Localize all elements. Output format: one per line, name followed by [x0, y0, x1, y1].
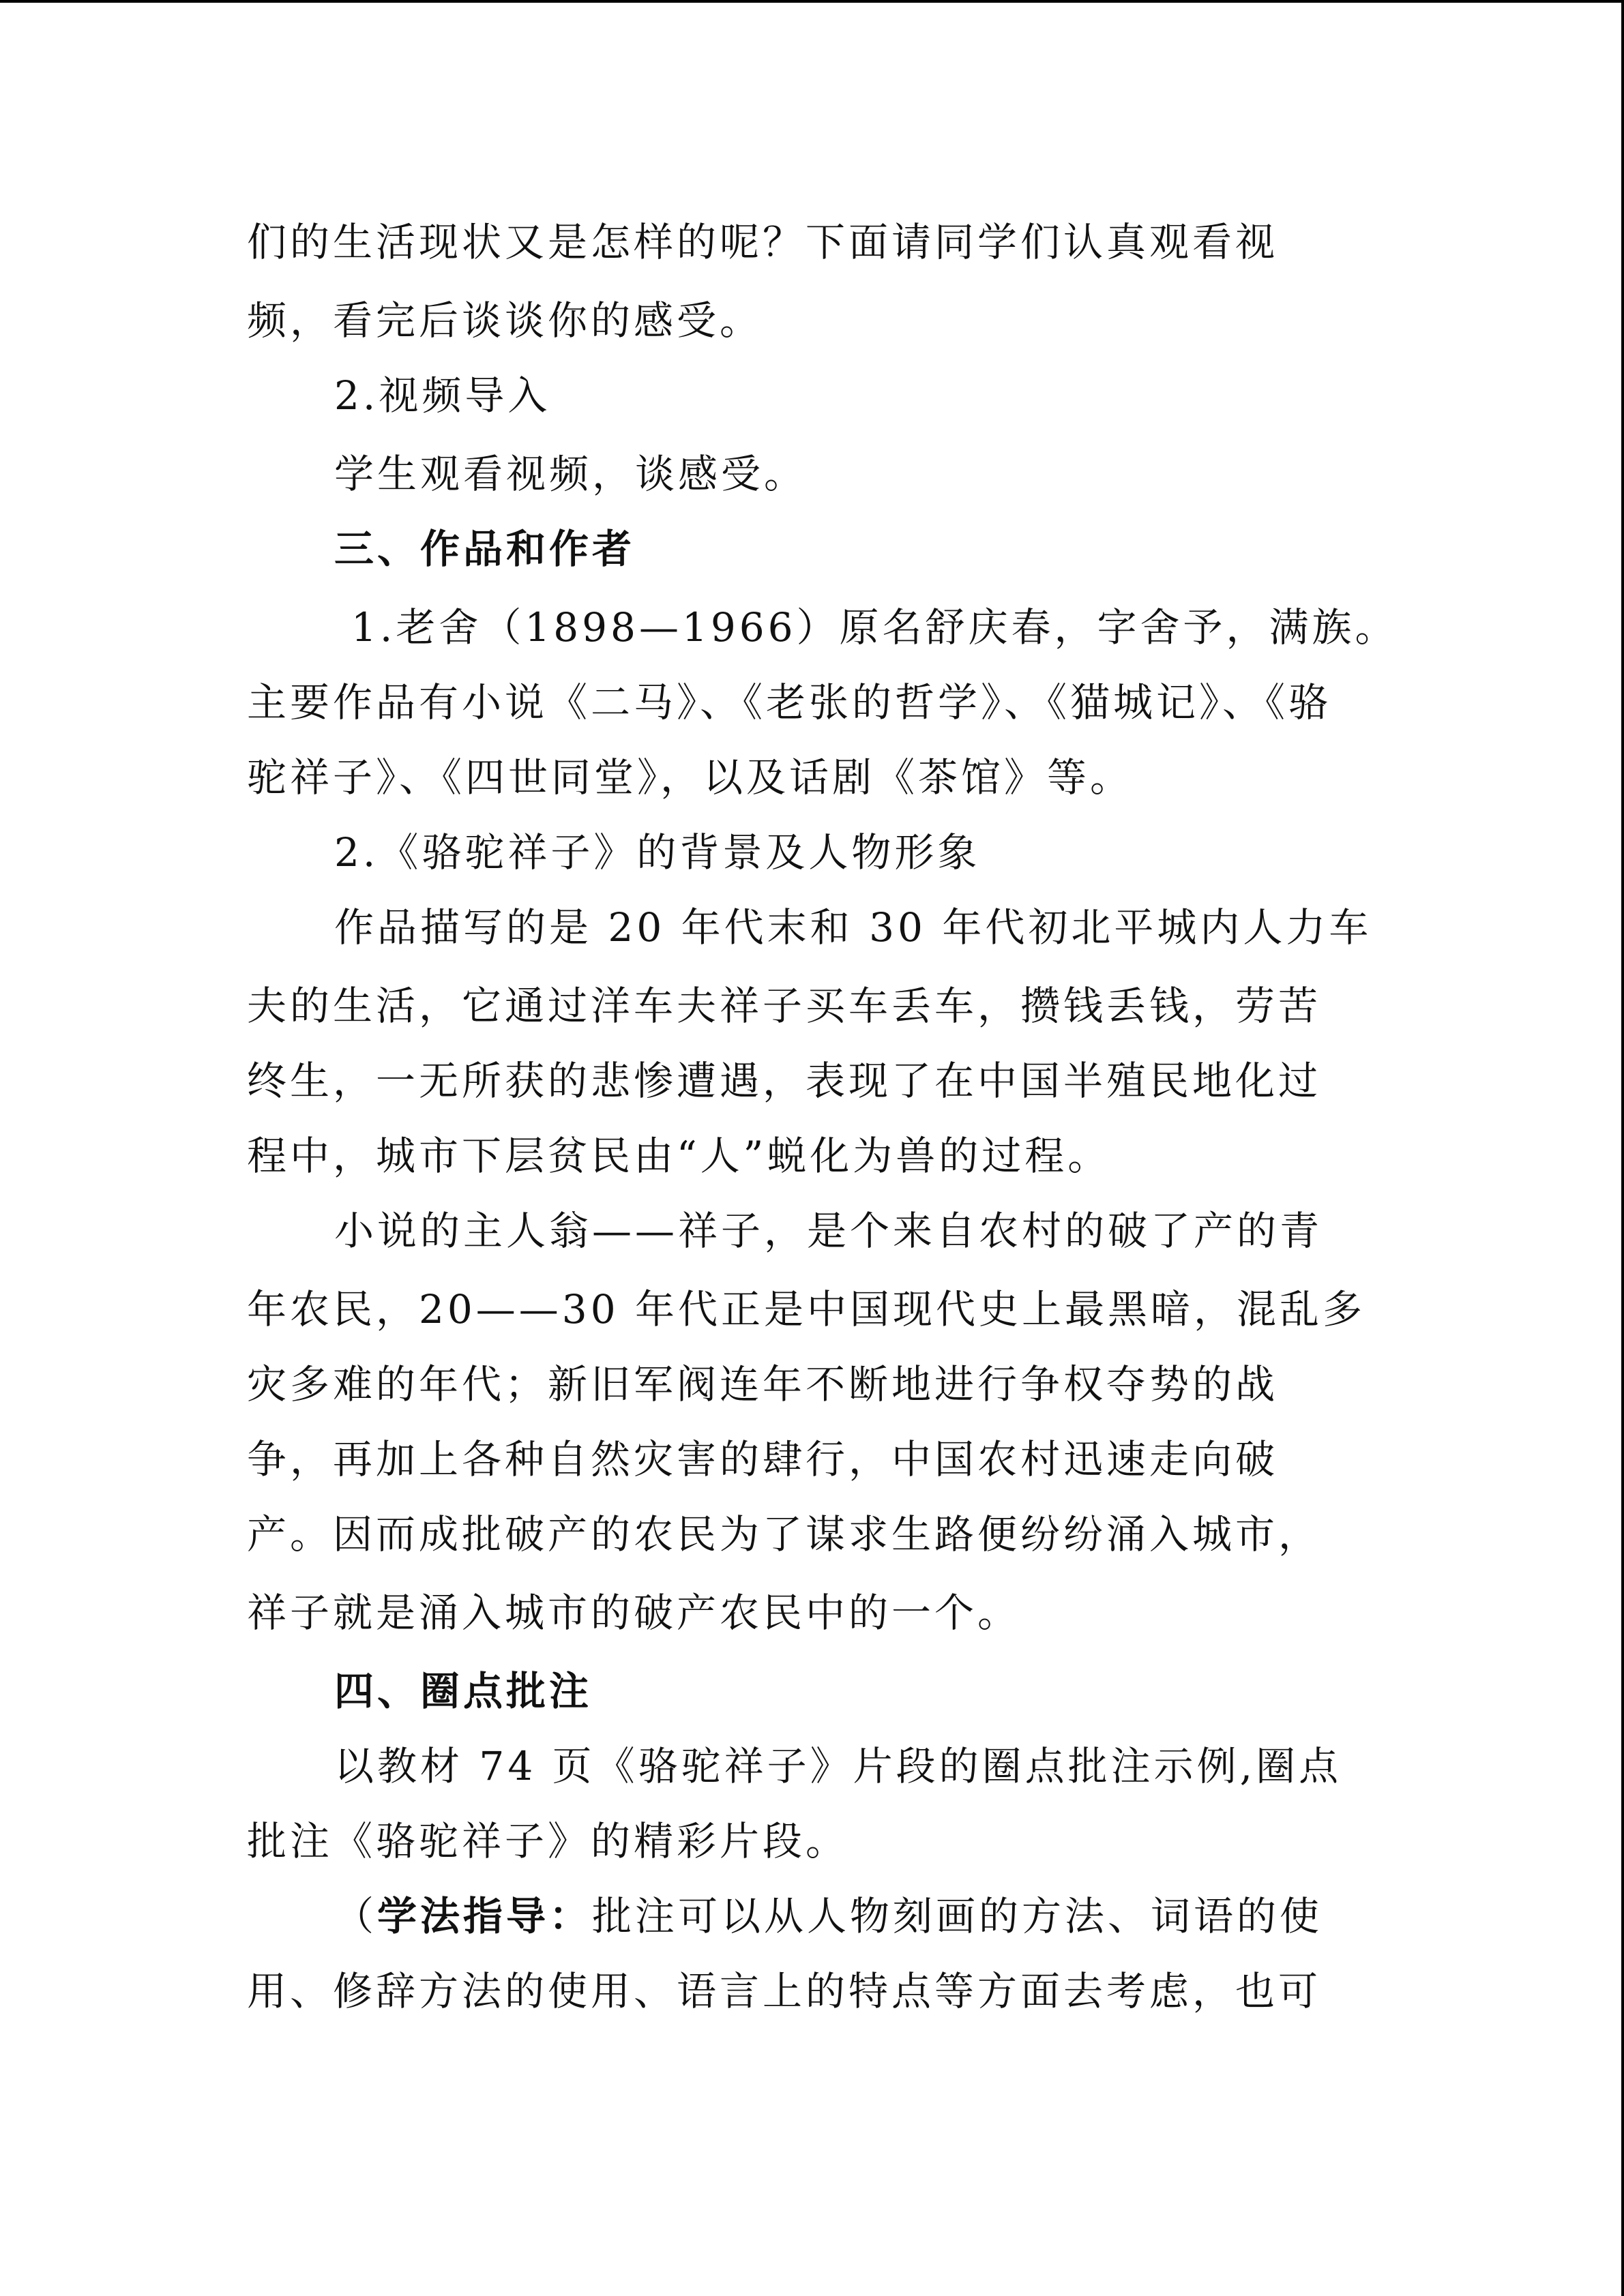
- paragraph-line: 产。因而成批破产的农民为了谋求生路便纷纷涌入城市，: [247, 1511, 1322, 1557]
- paragraph-line: 频，看完后谈谈你的感受。: [247, 297, 763, 344]
- paragraph-line: 驼祥子》、《四世同堂》，以及话剧《茶馆》等。: [247, 754, 1134, 801]
- paragraph-line: 灾多难的年代；新旧军阀连年不断地进行争权夺势的战: [247, 1361, 1279, 1407]
- paragraph-line: 夫的生活，它通过洋车夫祥子买车丢车，攒钱丢钱，劳苦: [247, 983, 1322, 1029]
- paragraph-line: 学生观看视频，谈感受。: [334, 451, 808, 497]
- paragraph-line: 终生，一无所获的悲惨遭遇，表现了在中国半殖民地化过: [247, 1058, 1322, 1104]
- paragraph-line: 批注《骆驼祥子》的精彩片段。: [247, 1818, 849, 1864]
- study-tip-text: 批注可以从人物刻画的方法、词语的使: [592, 1893, 1323, 1939]
- paragraph-line-study-tip: [334, 1889, 1323, 1943]
- paragraph-line: 程中，城市下层贫民由“人”蜕化为兽的过程。: [247, 1133, 1111, 1179]
- section-heading: 四、圈点批注: [334, 1668, 593, 1714]
- paragraph-line: 用、修辞方法的使用、语言上的特点等方面去考虑，也可: [247, 1968, 1322, 2014]
- paragraph-line: 1.老舍（1898—1966）原名舒庆春，字舍予，满族。: [351, 604, 1398, 651]
- paragraph-line: 2.视频导入: [334, 372, 551, 419]
- paragraph-line: 2.《骆驼祥子》的背景及人物形象: [334, 829, 981, 876]
- paragraph-line: 主要作品有小说《二马》、《老张的哲学》、《猫城记》、《骆: [247, 679, 1332, 726]
- open-paren: （: [334, 1893, 378, 1939]
- paragraph-line: 以教材 74 页《骆驼祥子》片段的圈点批注示例,圈点: [334, 1743, 1342, 1789]
- section-heading: 三、作品和作者: [334, 526, 636, 572]
- paragraph-line: 小说的主人翁——祥子，是个来自农村的破了产的青: [334, 1208, 1323, 1254]
- paragraph-line: 争，再加上各种自然灾害的肆行，中国农村迅速走向破: [247, 1436, 1279, 1482]
- paragraph-line: 作品描写的是 20 年代末和 30 年代初北平城内人力车: [334, 904, 1372, 951]
- paragraph-line: 年农民，20——30 年代正是中国现代史上最黑暗，混乱多: [247, 1286, 1366, 1332]
- paragraph-line: 们的生活现状又是怎样的呢？下面请同学们认真观看视: [247, 219, 1279, 265]
- paragraph-line: 祥子就是涌入城市的破产农民中的一个。: [247, 1590, 1021, 1636]
- study-tip-label: 学法指导：: [377, 1893, 593, 1939]
